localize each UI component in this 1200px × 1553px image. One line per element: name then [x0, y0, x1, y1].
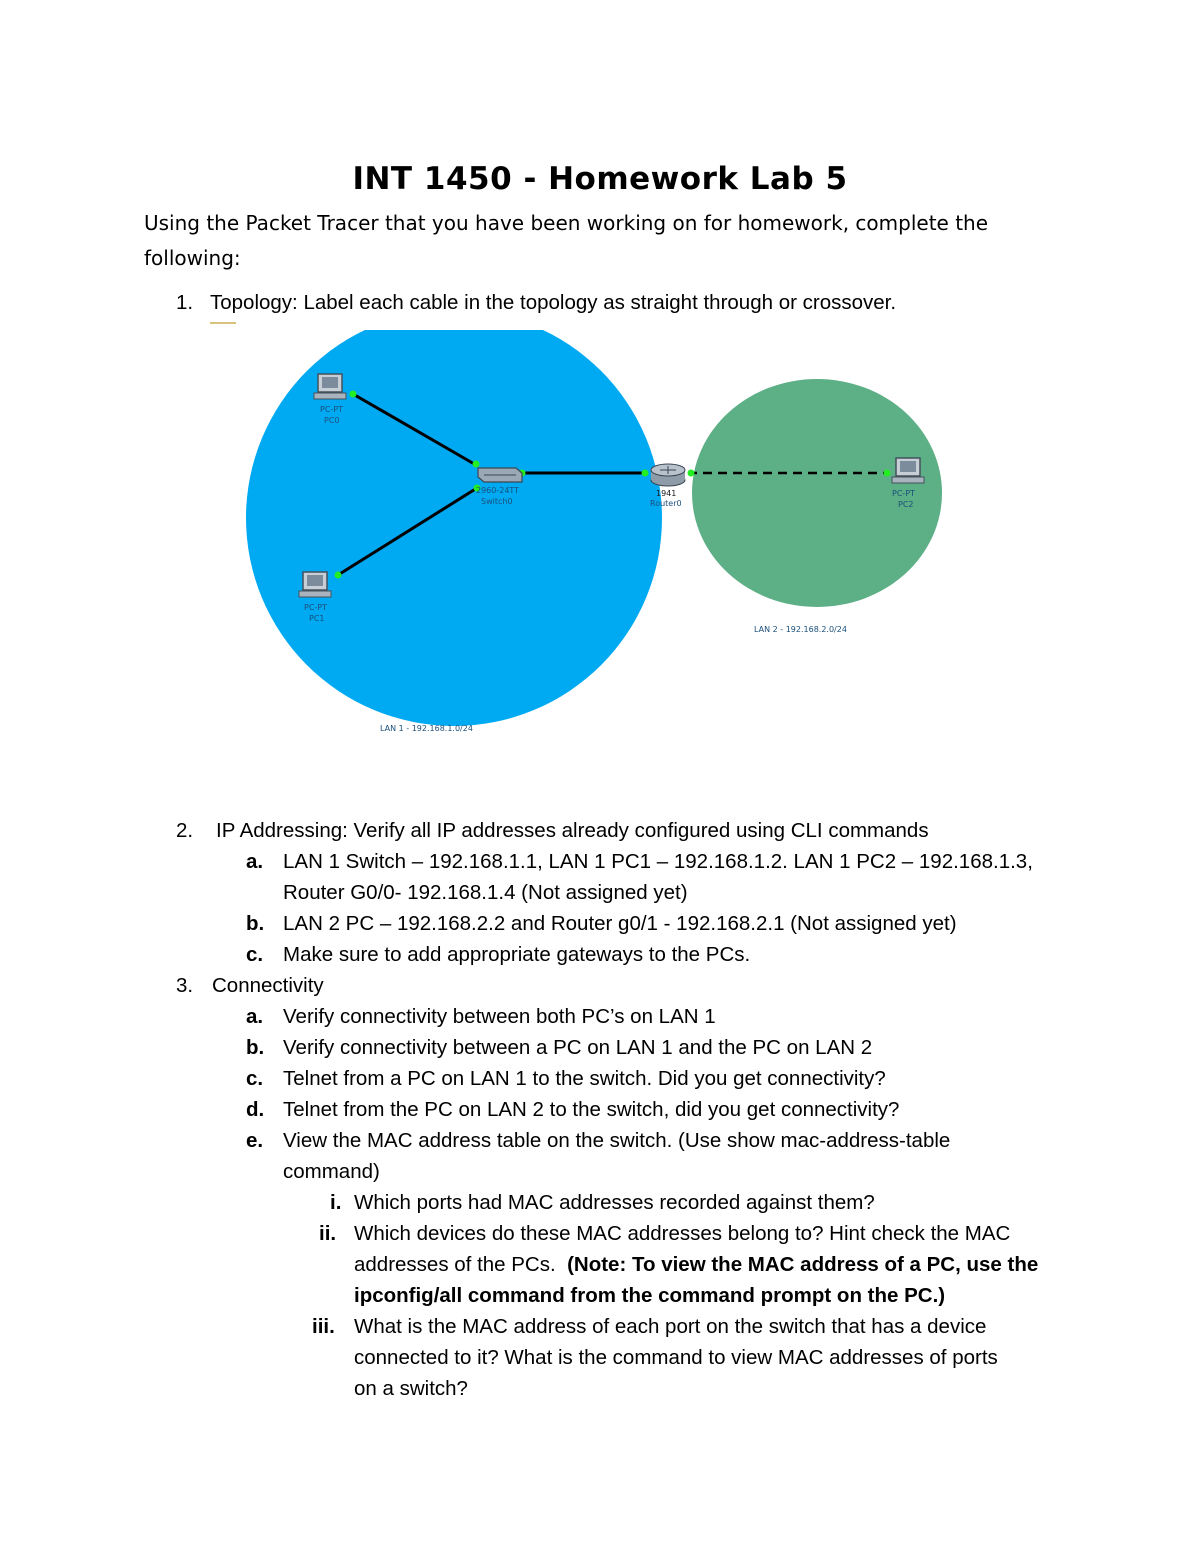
- item-3e-i-number: i.: [330, 1191, 342, 1214]
- item-3c-text: Telnet from a PC on LAN 1 to the switch. Did you get connectivity?: [283, 1067, 886, 1090]
- item-3e-ii-line-1: Which devices do these MAC addresses belong to? Hint check the MAC: [354, 1222, 1011, 1245]
- item-3-number: 3.: [176, 974, 194, 997]
- router-icon[interactable]: [651, 464, 685, 486]
- ii-plain-text: addresses of the PCs.: [354, 1253, 568, 1276]
- pc2-icon[interactable]: [892, 458, 924, 483]
- item-2c-letter: c.: [246, 943, 264, 966]
- item-3a-text: Verify connectivity between both PC’s on LAN 1: [283, 1005, 716, 1028]
- item-2c-text: Make sure to add appropriate gateways to the PCs.: [283, 943, 751, 966]
- pc1-label-2: PC1: [309, 614, 325, 623]
- item-3d-text: Telnet from the PC on LAN 2 to the switch, did you get connectivity?: [283, 1098, 900, 1121]
- item-3e-ii-line-3: ipconfig/all command from the command prompt on the PC.): [354, 1284, 946, 1307]
- pc0-label-1: PC-PT: [320, 405, 344, 414]
- item-3e-i-text: Which ports had MAC addresses recorded against them?: [354, 1191, 875, 1214]
- item-3e-ii-number: ii.: [319, 1222, 337, 1245]
- switch-icon[interactable]: [478, 468, 522, 482]
- intro-paragraph: Using the Packet Tracer that you have been working on for homework, complete the following:: [144, 211, 989, 270]
- pc0-icon[interactable]: [314, 374, 346, 399]
- item-2b-text: LAN 2 PC – 192.168.2.2 and Router g0/1 - 192.168.2.1 (Not assigned yet): [283, 912, 957, 935]
- lan2-label: LAN 2 - 192.168.2.0/24: [754, 625, 847, 634]
- item-3e-iii-line-2: connected to it? What is the command to view MAC addresses of ports: [354, 1346, 998, 1369]
- router-label-1: 1941: [656, 489, 677, 498]
- topology-diagram: [240, 330, 960, 750]
- item-3e-iii-line-3: on a switch?: [354, 1377, 468, 1400]
- item-3e-line-1: View the MAC address table on the switch. (Use show mac-address-table: [283, 1129, 951, 1152]
- item-3e-ii-line-2: [354, 1249, 1038, 1280]
- switch-label-2: Switch0: [481, 497, 513, 506]
- item-3b-letter: b.: [246, 1036, 265, 1059]
- item-3e-line-2: command): [283, 1160, 380, 1183]
- page-title: INT 1450 - Homework Lab 5: [352, 161, 848, 197]
- item-3a-letter: a.: [246, 1005, 264, 1028]
- item-3b-text: Verify connectivity between a PC on LAN 1 and the PC on LAN 2: [283, 1036, 873, 1059]
- pc2-label-2: PC2: [898, 500, 914, 509]
- pc2-label-1: PC-PT: [892, 489, 916, 498]
- item-3c-letter: c.: [246, 1067, 264, 1090]
- pc1-icon[interactable]: [299, 572, 331, 597]
- item-2a-letter: a.: [246, 850, 264, 873]
- router-label-2: Router0: [650, 499, 682, 508]
- lan1-label: LAN 1 - 192.168.1.0/24: [380, 724, 473, 733]
- item-2-text: IP Addressing: Verify all IP addresses already configured using CLI commands: [216, 819, 929, 842]
- item-3d-letter: d.: [246, 1098, 265, 1121]
- item-1-number: 1.: [176, 291, 194, 314]
- item-2b-letter: b.: [246, 912, 265, 935]
- item-3e-iii-line-1: What is the MAC address of each port on the switch that has a device: [354, 1315, 987, 1338]
- pc0-label-2: PC0: [324, 416, 340, 425]
- lan1-area: [246, 330, 662, 726]
- item-3e-letter: e.: [246, 1129, 264, 1152]
- pc1-label-1: PC-PT: [304, 603, 328, 612]
- item-2-number: 2.: [176, 819, 194, 842]
- switch-label-1: 2960-24TT: [476, 486, 520, 495]
- small-marker: [210, 322, 236, 324]
- item-3e-iii-number: iii.: [312, 1315, 335, 1338]
- ii-bold-note: (Note: To view the MAC address of a PC, use the: [567, 1253, 1039, 1276]
- item-2a-line-2: Router G0/0- 192.168.1.4 (Not assigned yet): [283, 881, 688, 904]
- item-2a-line-1: LAN 1 Switch – 192.168.1.1, LAN 1 PC1 – 192.168.1.2. LAN 1 PC2 – 192.168.1.3,: [283, 850, 1033, 873]
- item-1-text: Topology: Label each cable in the topology as straight through or crossover.: [210, 291, 897, 314]
- item-3-text: Connectivity: [212, 974, 324, 997]
